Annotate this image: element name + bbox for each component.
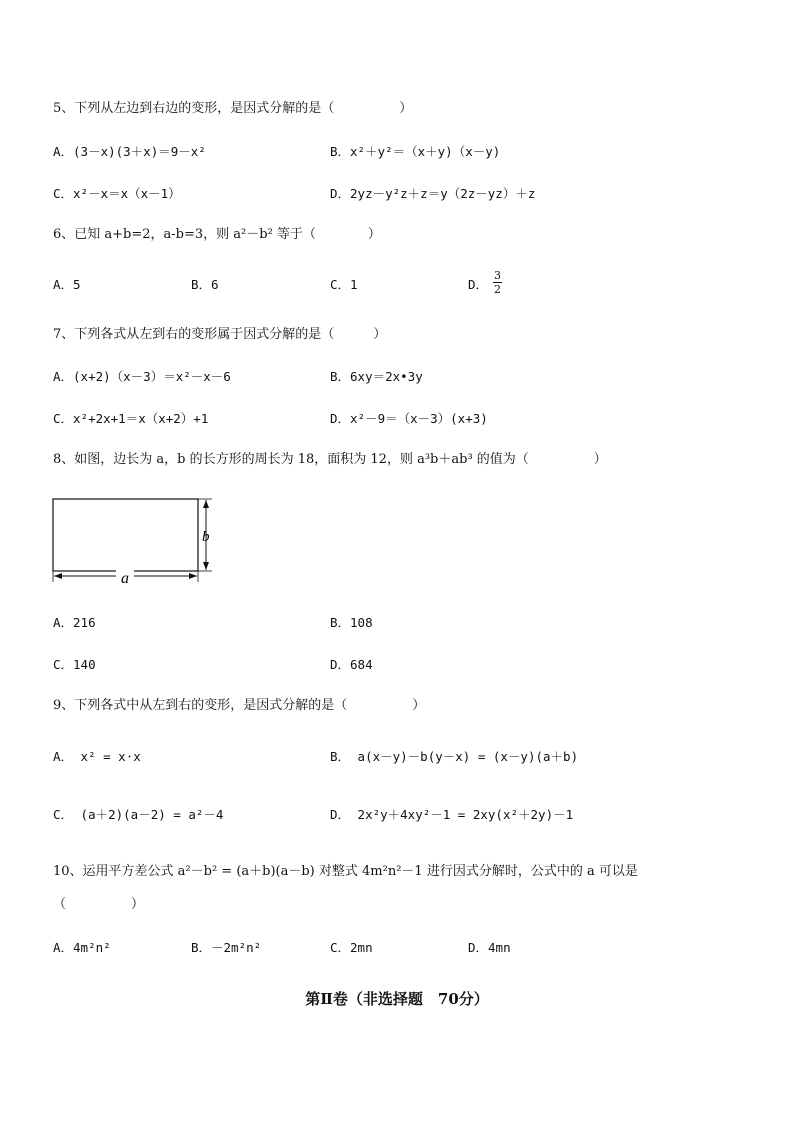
fraction-numerator: 3 <box>494 269 501 282</box>
q8-option-a: A．216 <box>53 615 96 630</box>
section-title: 第Ⅱ卷（非选择题 70分） <box>305 990 489 1008</box>
q6-option-b: B．6 <box>191 277 219 292</box>
q8-option-d: D．684 <box>330 657 373 672</box>
q6-option-d: D． <box>468 277 489 292</box>
q10-stem: 10、运用平方差公式 a²－b² = (a＋b)(a－b) 对整式 4m²n²－1 进行因式分解时，公式中的 a 可以是 <box>53 864 638 879</box>
q10-option-b: B．－2m²n² <box>191 940 262 955</box>
q5-option-c: C．x²－x＝x（x－1） <box>53 186 181 201</box>
q9-option-b: B． a(x－y)－b(y－x) = (x－y)(a＋b) <box>330 749 579 764</box>
rectangle-figure <box>50 496 220 588</box>
q9-stem: 9、下列各式中从左到右的变形，是因式分解的是（ ） <box>53 698 426 713</box>
q8-option-b: B．108 <box>330 615 373 630</box>
q5-option-a: A．(3－x)(3＋x)＝9－x² <box>53 144 206 159</box>
q7-option-b: B．6xy＝2x•3y <box>330 369 423 384</box>
label-a: a <box>121 570 129 587</box>
q5-option-d: D．2yz－y²z＋z＝y（2z－yz）＋z <box>330 186 536 201</box>
q10-option-a: A．4m²n² <box>53 940 111 955</box>
q9-option-d: D． 2x²y＋4xy²－1 = 2xy(x²＋2y)－1 <box>330 807 574 822</box>
arrow-head-b-top <box>203 500 209 508</box>
q8-option-c: C．140 <box>53 657 96 672</box>
q8-stem: 8、如图，边长为 a，b 的长方形的周长为 18，面积为 12，则 a³b＋ab³ 的值为（ ） <box>53 452 607 467</box>
q7-stem: 7、下列各式从左到右的变形属于因式分解的是（ ） <box>53 327 387 342</box>
q10-option-d: D．4mn <box>468 940 511 955</box>
q9-option-a: A． x² = x·x <box>53 749 141 764</box>
arrow-head-a-right <box>189 573 197 579</box>
rectangle-shape <box>53 499 198 571</box>
q6-option-a: A．5 <box>53 277 81 292</box>
q7-option-a: A．(x+2)（x－3）＝x²－x－6 <box>53 369 231 384</box>
q6-option-c: C．1 <box>330 277 358 292</box>
q7-option-d: D．x²－9＝（x－3）(x+3) <box>330 411 488 426</box>
q9-option-c: C． (a＋2)(a－2) = a²－4 <box>53 807 224 822</box>
q7-option-c: C．x²+2x+1＝x（x+2）+1 <box>53 411 209 426</box>
q5-stem: 5、下列从左边到右边的变形，是因式分解的是（ ） <box>53 101 413 116</box>
arrow-head-b-bottom <box>203 562 209 570</box>
q10-option-c: C．2mn <box>330 940 373 955</box>
q6-option-d-fraction <box>493 269 502 296</box>
label-b: b <box>202 529 210 545</box>
fraction-denominator: 2 <box>494 283 501 296</box>
q10-answer-paren: （ ） <box>53 897 145 912</box>
arrow-head-a-left <box>54 573 62 579</box>
q6-stem: 6、已知 a+b=2，a-b=3，则 a²－b² 等于（ ） <box>53 227 381 242</box>
q5-option-b: B．x²＋y²＝（x＋y)（x－y) <box>330 144 501 159</box>
